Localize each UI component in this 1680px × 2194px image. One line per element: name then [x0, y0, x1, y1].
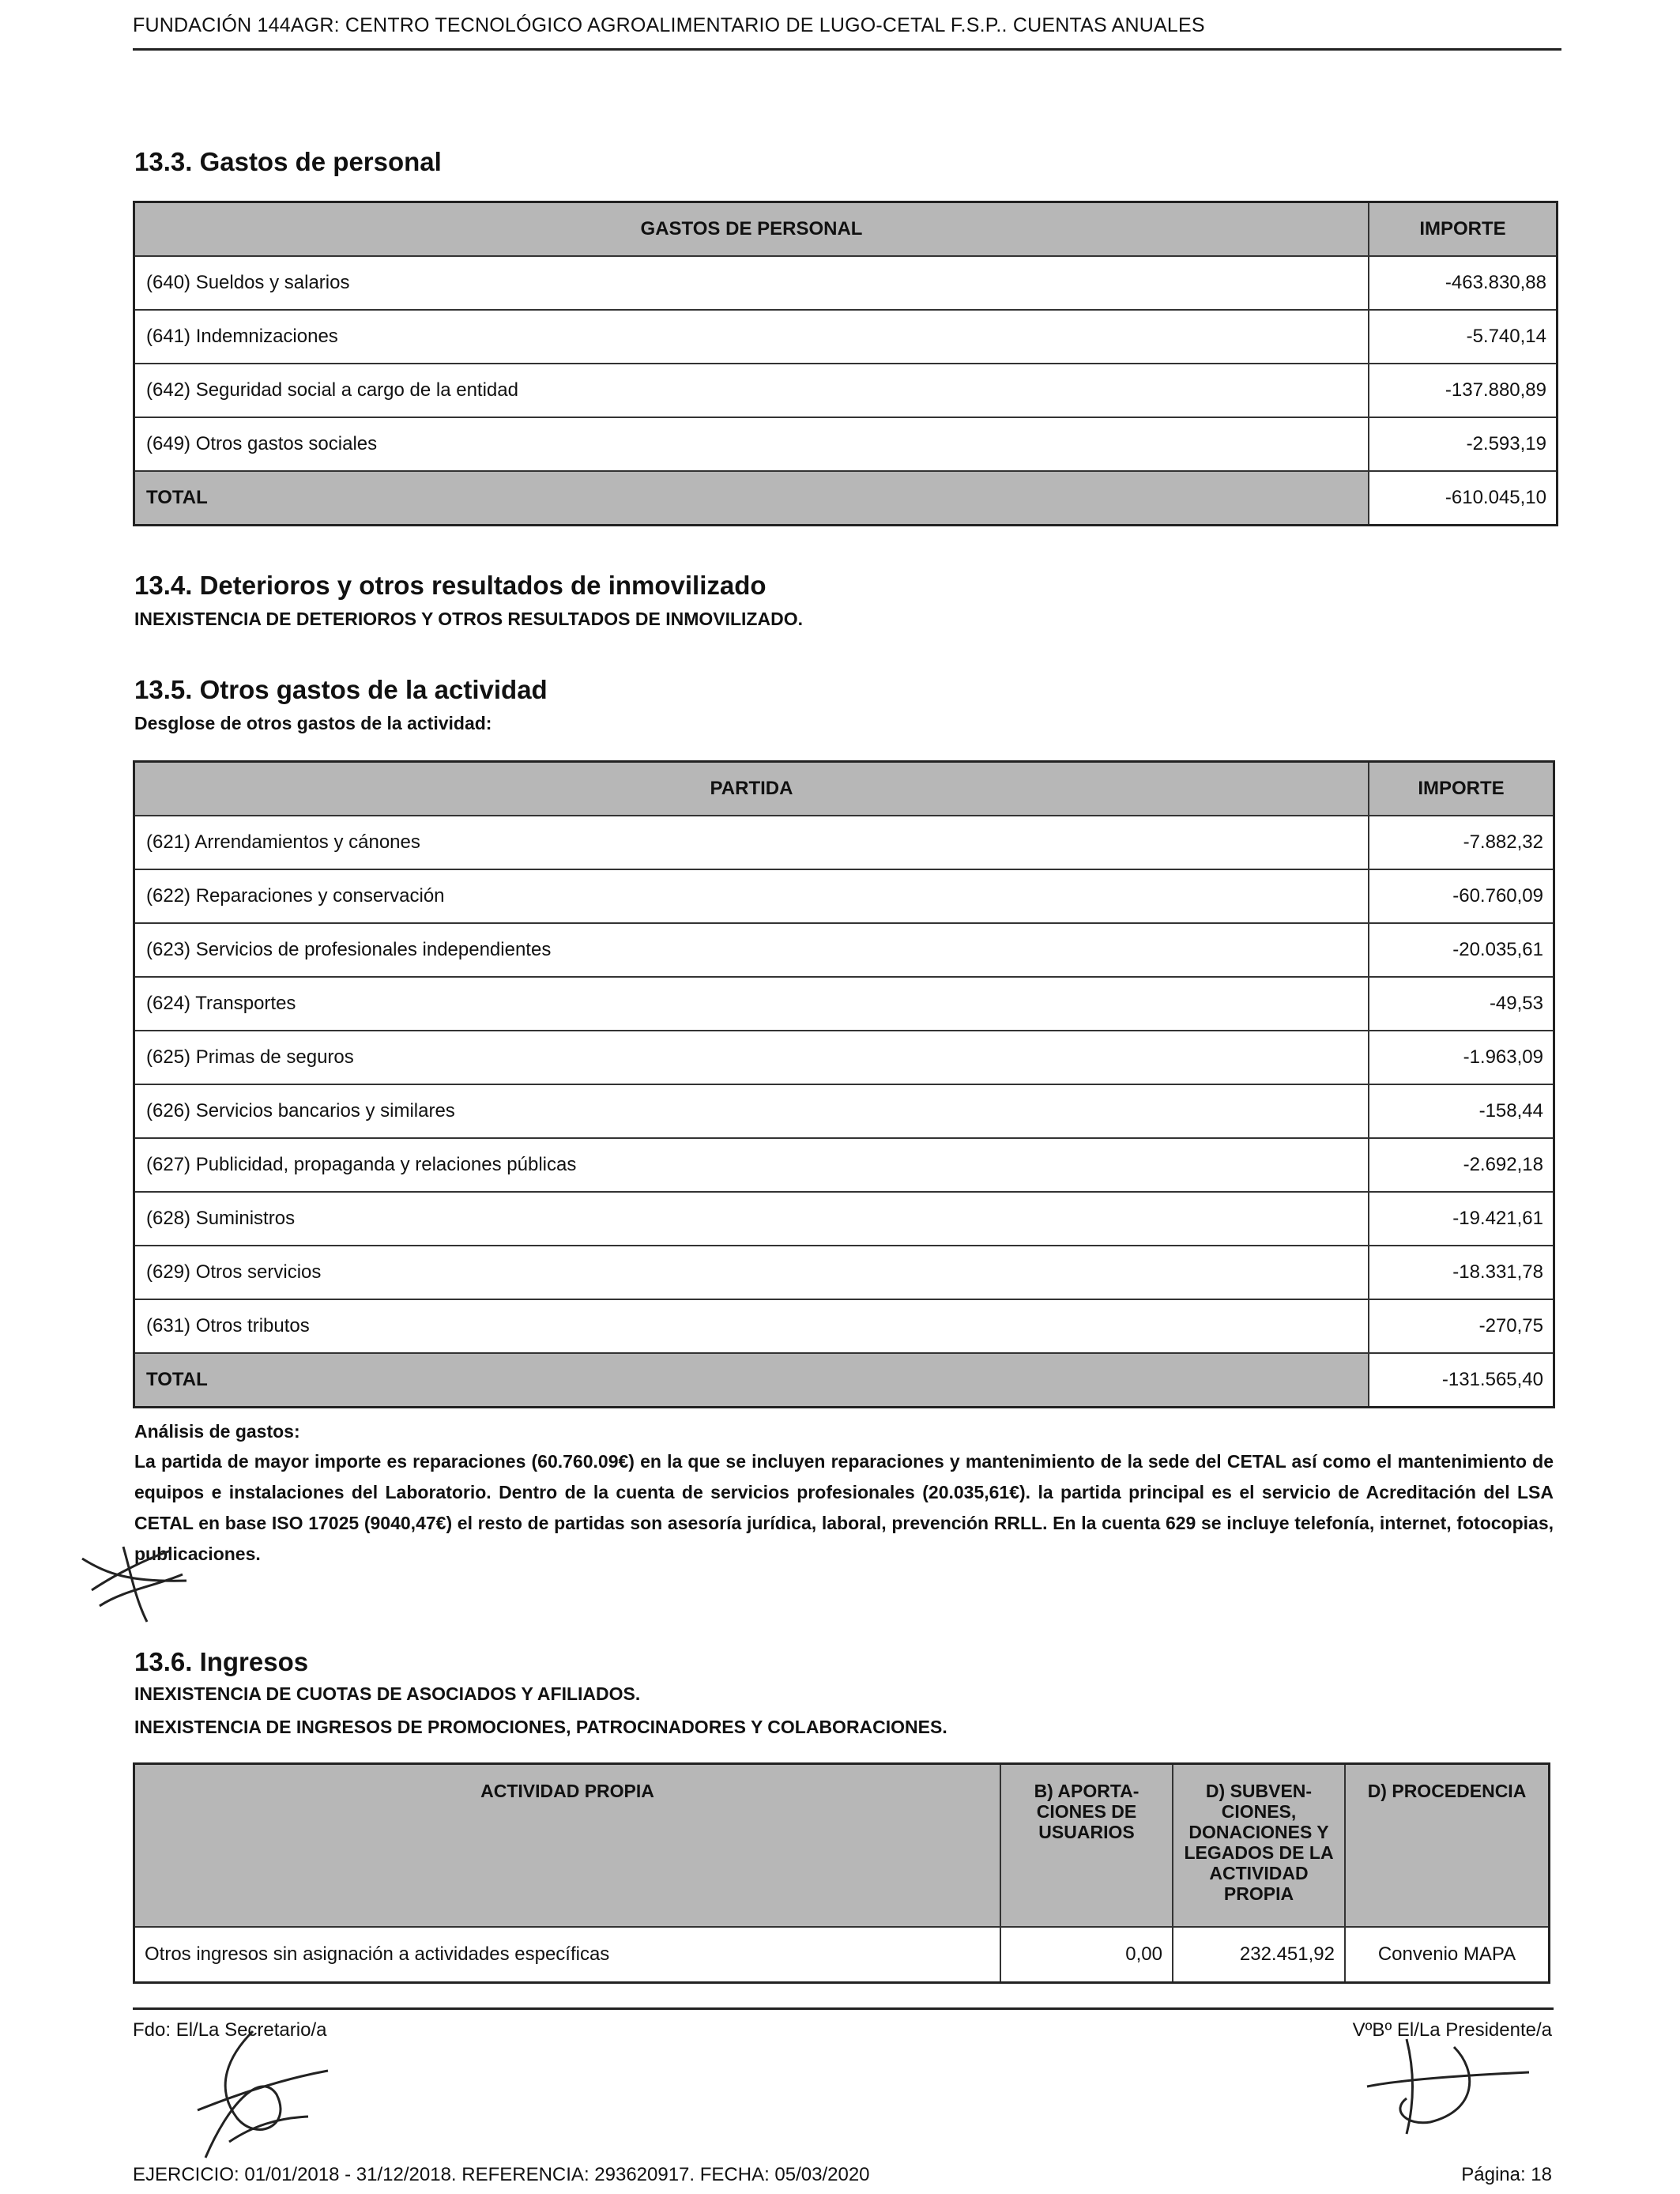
- row-value: -158,44: [1369, 1084, 1554, 1138]
- section-13-6-note-2: INEXISTENCIA DE INGRESOS DE PROMOCIONES, PATROCINADORES Y COLABORACIONES.: [134, 1717, 947, 1737]
- row-value: -1.963,09: [1369, 1031, 1554, 1084]
- gastos-personal-table: [133, 201, 1558, 526]
- president-signature-mark: [1359, 2031, 1541, 2142]
- otros-gastos-rows: [134, 816, 1554, 1353]
- footer-reference: EJERCICIO: 01/01/2018 - 31/12/2018. REFERENCIA: 293620917. FECHA: 05/03/2020: [133, 2164, 870, 2185]
- row-value: -20.035,61: [1369, 923, 1554, 977]
- table-row: [134, 923, 1554, 977]
- col-partida: PARTIDA: [134, 762, 1369, 816]
- initials-signature-mark: [76, 1543, 194, 1630]
- row-value: -2.593,19: [1369, 417, 1558, 471]
- section-13-6-note-1: INEXISTENCIA DE CUOTAS DE ASOCIADOS Y AFILIADOS.: [134, 1683, 641, 1704]
- table-row: [134, 1031, 1554, 1084]
- total-label: TOTAL: [134, 471, 1369, 526]
- col-gastos-personal: GASTOS DE PERSONAL: [134, 202, 1369, 257]
- gastos-personal-rows: [134, 256, 1558, 471]
- page-header: FUNDACIÓN 144AGR: CENTRO TECNOLÓGICO AGROALIMENTARIO DE LUGO-CETAL F.S.P.. CUENTAS ANUALES: [133, 14, 1561, 51]
- row-value: -270,75: [1369, 1299, 1554, 1353]
- section-13-3-title: 13.3. Gastos de personal: [134, 147, 442, 176]
- row-label: (628) Suministros: [134, 1192, 1369, 1246]
- table-row: [134, 1192, 1554, 1246]
- table-row: [134, 869, 1554, 923]
- row-label: (649) Otros gastos sociales: [134, 417, 1369, 471]
- row-label: (625) Primas de seguros: [134, 1031, 1369, 1084]
- col-aportaciones-usuarios: B) APORTA-CIONES DE USUARIOS: [1000, 1764, 1173, 1928]
- row-label: (624) Transportes: [134, 977, 1369, 1031]
- table-header-row: [134, 202, 1558, 257]
- row-label: (622) Reparaciones y conservación: [134, 869, 1369, 923]
- section-13-4-note: INEXISTENCIA DE DETERIOROS Y OTROS RESULTADOS DE INMOVILIZADO.: [134, 609, 803, 629]
- row-label: (629) Otros servicios: [134, 1246, 1369, 1299]
- row-subvenciones: 232.451,92: [1173, 1927, 1345, 1983]
- row-procedencia: Convenio MAPA: [1345, 1927, 1550, 1983]
- row-label: (621) Arrendamientos y cánones: [134, 816, 1369, 869]
- table-row: [134, 1299, 1554, 1353]
- row-value: -137.880,89: [1369, 364, 1558, 417]
- total-value: -610.045,10: [1369, 471, 1558, 526]
- analysis-text: La partida de mayor importe es reparaciones (60.760.09€) en la que se incluyen reparaciones y mantenimiento de la sede del CETAL así como el mantenimiento de equipos e instalaciones del Laboratorio. Dentro de la cuenta de servicios profesionales (20.035,61€). la partida principal es el servicio de Acreditación del LSA CETAL en base ISO 17025 (9040,47€) el resto de partidas son asesoría jurídica, laboral, prevención RRLL. En la cuenta 629 se incluye telefonía, internet, fotocopias, publicaciones.: [134, 1451, 1554, 1564]
- row-value: -2.692,18: [1369, 1138, 1554, 1192]
- col-subvenciones: D) SUBVEN-CIONES, DONACIONES Y LEGADOS DE LA ACTIVIDAD PROPIA: [1173, 1764, 1345, 1928]
- table-row: [134, 1246, 1554, 1299]
- table-row: [134, 1138, 1554, 1192]
- row-value: -18.331,78: [1369, 1246, 1554, 1299]
- total-label: TOTAL: [134, 1353, 1369, 1408]
- row-label: (642) Seguridad social a cargo de la entidad: [134, 364, 1369, 417]
- section-13-6-title: 13.6. Ingresos: [134, 1647, 309, 1676]
- row-value: -19.421,61: [1369, 1192, 1554, 1246]
- row-label: (640) Sueldos y salarios: [134, 256, 1369, 310]
- footer-divider: [133, 2007, 1554, 2010]
- col-procedencia: D) PROCEDENCIA: [1345, 1764, 1550, 1928]
- table-row-total: [134, 1353, 1554, 1408]
- row-value: -49,53: [1369, 977, 1554, 1031]
- table-header-row: [134, 1764, 1550, 1928]
- table-row: [134, 310, 1558, 364]
- table-row: [134, 256, 1558, 310]
- otros-gastos-table: [133, 760, 1555, 1408]
- table-row: [134, 977, 1554, 1031]
- row-value: -60.760,09: [1369, 869, 1554, 923]
- table-row: [134, 417, 1558, 471]
- row-value: -463.830,88: [1369, 256, 1558, 310]
- row-value: -7.882,32: [1369, 816, 1554, 869]
- table-row-total: [134, 471, 1558, 526]
- row-label: Otros ingresos sin asignación a actividades específicas: [134, 1927, 1001, 1983]
- total-value: -131.565,40: [1369, 1353, 1554, 1408]
- col-importe: IMPORTE: [1369, 762, 1554, 816]
- row-label: (623) Servicios de profesionales independientes: [134, 923, 1369, 977]
- secretary-signature-mark: [182, 2023, 340, 2173]
- table-header-row: [134, 762, 1554, 816]
- table-row: [134, 1084, 1554, 1138]
- section-13-5-title: 13.5. Otros gastos de la actividad: [134, 675, 548, 704]
- section-13-4-title: 13.4. Deterioros y otros resultados de inmovilizado: [134, 571, 767, 600]
- analysis-title: Análisis de gastos:: [134, 1421, 300, 1442]
- col-actividad-propia: ACTIVIDAD PROPIA: [134, 1764, 1001, 1928]
- row-label: (626) Servicios bancarios y similares: [134, 1084, 1369, 1138]
- ingresos-table: [133, 1762, 1550, 1984]
- row-value: -5.740,14: [1369, 310, 1558, 364]
- table-row: [134, 816, 1554, 869]
- section-13-5-subtitle: Desglose de otros gastos de la actividad:: [134, 713, 492, 733]
- page-number: Página: 18: [1461, 2164, 1552, 2185]
- table-row: [134, 1927, 1550, 1983]
- col-importe: IMPORTE: [1369, 202, 1558, 257]
- table-row: [134, 364, 1558, 417]
- president-signature-label: VºBº El/La Presidente/a: [1352, 2019, 1552, 2041]
- row-aportaciones: 0,00: [1000, 1927, 1173, 1983]
- row-label: (627) Publicidad, propaganda y relaciones públicas: [134, 1138, 1369, 1192]
- secretary-signature-label: Fdo: El/La Secretario/a: [133, 2019, 327, 2041]
- row-label: (641) Indemnizaciones: [134, 310, 1369, 364]
- row-label: (631) Otros tributos: [134, 1299, 1369, 1353]
